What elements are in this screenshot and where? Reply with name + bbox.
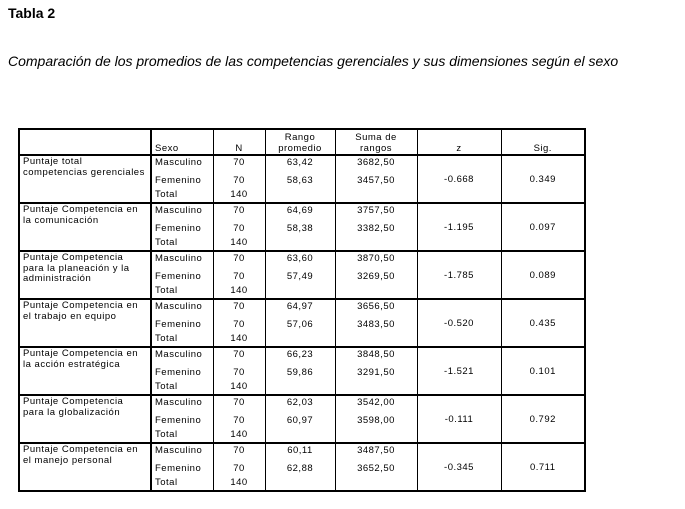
results-table <box>18 128 586 492</box>
suma-rangos-value: 3291,50 <box>357 367 395 378</box>
rango-promedio-value: 60,97 <box>286 415 314 426</box>
sig-value: 0.711 <box>529 461 556 473</box>
z-cell <box>417 251 501 299</box>
rango-promedio-value: 64,69 <box>286 205 314 216</box>
header-sexo: Sexo <box>151 129 213 155</box>
rango-promedio-value: 58,63 <box>286 175 314 186</box>
rango-promedio-value: 59,86 <box>286 367 314 378</box>
n-lines <box>214 444 265 490</box>
rango-promedio-value: 57,49 <box>286 271 314 282</box>
suma-rangos-lines <box>336 348 417 394</box>
row-label: Puntaje Competencia en la acción estratégica <box>23 348 139 370</box>
rango-promedio-value <box>266 284 335 298</box>
suma-rangos-value: 3269,50 <box>357 271 395 282</box>
rango-promedio-value: 62,88 <box>286 463 314 474</box>
n-value: 70 <box>233 349 245 360</box>
rango-promedio-lines <box>266 348 335 394</box>
sexo-cell <box>151 299 213 347</box>
sexo-value: Masculino <box>155 205 203 216</box>
suma-rangos-value: 3848,50 <box>357 349 395 360</box>
table-row <box>19 395 585 443</box>
n-lines <box>214 396 265 442</box>
suma-rangos-value: 3457,50 <box>357 175 395 186</box>
rango-promedio-value: 64,97 <box>286 301 314 312</box>
n-value: 140 <box>230 189 248 200</box>
n-value: 70 <box>233 463 245 474</box>
row-label-cell <box>19 155 151 203</box>
sig-cell <box>501 251 585 299</box>
sexo-value: Masculino <box>155 157 203 168</box>
rango-promedio-cell <box>265 203 335 251</box>
z-cell <box>417 203 501 251</box>
n-lines <box>214 204 265 250</box>
sexo-value: Total <box>155 333 178 344</box>
z-value: -0.520 <box>444 317 474 329</box>
z-cell <box>417 299 501 347</box>
header-suma-rangos <box>335 129 417 155</box>
row-label: Puntaje total competencias gerenciales <box>23 156 145 178</box>
table-row <box>19 203 585 251</box>
sig-cell <box>501 443 585 491</box>
table-row <box>19 299 585 347</box>
rango-promedio-value <box>266 236 335 250</box>
table-row <box>19 443 585 491</box>
z-value: -0.345 <box>444 461 474 473</box>
suma-rangos-value: 3598,00 <box>357 415 395 426</box>
n-value: 70 <box>233 253 245 264</box>
sig-value: 0.101 <box>529 365 556 377</box>
z-cell <box>417 395 501 443</box>
n-value: 70 <box>233 271 245 282</box>
suma-rangos-value <box>336 284 417 298</box>
n-cell <box>213 203 265 251</box>
n-cell <box>213 299 265 347</box>
n-lines <box>214 348 265 394</box>
n-value: 70 <box>233 445 245 456</box>
sexo-value: Masculino <box>155 445 203 456</box>
sexo-value: Total <box>155 237 178 248</box>
sig-cell <box>501 299 585 347</box>
n-cell <box>213 395 265 443</box>
sexo-value: Femenino <box>155 271 202 282</box>
sig-value: 0.792 <box>529 413 556 425</box>
sexo-value: Total <box>155 477 178 488</box>
suma-rangos-cell <box>335 155 417 203</box>
rango-promedio-lines <box>266 204 335 250</box>
sig-value: 0.089 <box>529 269 556 281</box>
n-value: 140 <box>230 237 248 248</box>
suma-rangos-lines <box>336 396 417 442</box>
sexo-cell <box>151 251 213 299</box>
rango-promedio-cell <box>265 347 335 395</box>
z-value: -1.521 <box>444 365 474 377</box>
sexo-lines <box>155 252 213 298</box>
rango-promedio-value: 63,60 <box>286 253 314 264</box>
z-value: -0.668 <box>444 173 474 185</box>
suma-rangos-value <box>336 332 417 346</box>
sexo-lines <box>155 204 213 250</box>
rango-promedio-lines <box>266 156 335 202</box>
row-label-cell <box>19 251 151 299</box>
n-value: 70 <box>233 175 245 186</box>
row-label-cell <box>19 299 151 347</box>
row-label-cell <box>19 395 151 443</box>
n-value: 140 <box>230 333 248 344</box>
sexo-value: Total <box>155 285 178 296</box>
n-value: 140 <box>230 285 248 296</box>
z-value: -0.111 <box>444 413 474 425</box>
suma-rangos-lines <box>336 156 417 202</box>
sig-cell <box>501 203 585 251</box>
n-value: 70 <box>233 205 245 216</box>
n-value: 70 <box>233 319 245 330</box>
suma-rangos-value: 3487,50 <box>357 445 395 456</box>
sig-value: 0.435 <box>529 317 556 329</box>
z-cell <box>417 155 501 203</box>
sexo-lines <box>155 444 213 490</box>
header-suma-line2: rangos <box>359 143 393 154</box>
sig-cell <box>501 155 585 203</box>
suma-rangos-cell <box>335 395 417 443</box>
suma-rangos-value: 3656,50 <box>357 301 395 312</box>
suma-rangos-cell <box>335 443 417 491</box>
sexo-value: Femenino <box>155 175 202 186</box>
rango-promedio-cell <box>265 443 335 491</box>
rango-promedio-lines <box>266 396 335 442</box>
sexo-cell <box>151 395 213 443</box>
table-row <box>19 251 585 299</box>
z-value: -1.195 <box>444 221 474 233</box>
sexo-cell <box>151 347 213 395</box>
suma-rangos-lines <box>336 300 417 346</box>
sexo-lines <box>155 396 213 442</box>
suma-rangos-lines <box>336 204 417 250</box>
rango-promedio-cell <box>265 155 335 203</box>
z-cell <box>417 443 501 491</box>
rango-promedio-value <box>266 188 335 202</box>
suma-rangos-value <box>336 188 417 202</box>
suma-rangos-cell <box>335 299 417 347</box>
rango-promedio-value: 62,03 <box>286 397 314 408</box>
z-value: -1.785 <box>444 269 474 281</box>
suma-rangos-value: 3652,50 <box>357 463 395 474</box>
sig-cell <box>501 395 585 443</box>
sexo-value: Femenino <box>155 319 202 330</box>
rango-promedio-value: 66,23 <box>286 349 314 360</box>
n-value: 140 <box>230 381 248 392</box>
rango-promedio-value: 58,38 <box>286 223 314 234</box>
row-label: Puntaje Competencia para la planeación y la administración <box>23 252 130 284</box>
header-empty-cell <box>19 129 151 155</box>
suma-rangos-lines <box>336 444 417 490</box>
suma-rangos-cell <box>335 203 417 251</box>
n-value: 70 <box>233 397 245 408</box>
sig-value: 0.097 <box>529 221 556 233</box>
header-rango-line1: Rango <box>284 132 316 143</box>
sexo-value: Total <box>155 381 178 392</box>
rango-promedio-value <box>266 476 335 490</box>
sexo-lines <box>155 156 213 202</box>
suma-rangos-value <box>336 236 417 250</box>
sexo-value: Masculino <box>155 349 203 360</box>
sexo-cell <box>151 443 213 491</box>
sexo-value: Femenino <box>155 367 202 378</box>
row-label-cell <box>19 443 151 491</box>
row-label: Puntaje Competencia en el manejo personal <box>23 444 139 466</box>
table-header-row <box>19 129 585 155</box>
suma-rangos-lines <box>336 252 417 298</box>
header-sig: Sig. <box>501 129 585 155</box>
rango-promedio-lines <box>266 444 335 490</box>
sexo-value: Femenino <box>155 463 202 474</box>
n-lines <box>214 300 265 346</box>
header-z: z <box>417 129 501 155</box>
n-value: 70 <box>233 301 245 312</box>
suma-rangos-value: 3382,50 <box>357 223 395 234</box>
sig-value: 0.349 <box>529 173 556 185</box>
n-lines <box>214 156 265 202</box>
suma-rangos-value <box>336 380 417 394</box>
rango-promedio-lines <box>266 300 335 346</box>
suma-rangos-cell <box>335 251 417 299</box>
row-label: Puntaje Competencia en la comunicación <box>23 204 139 226</box>
table-row <box>19 155 585 203</box>
sexo-value: Masculino <box>155 397 203 408</box>
n-cell <box>213 443 265 491</box>
header-rango-line2: promedio <box>278 143 322 154</box>
n-cell <box>213 155 265 203</box>
sexo-value: Masculino <box>155 301 203 312</box>
row-label: Puntaje Competencia para la globalización <box>23 396 124 418</box>
suma-rangos-value <box>336 428 417 442</box>
sexo-value: Total <box>155 189 178 200</box>
n-value: 140 <box>230 429 248 440</box>
rango-promedio-value: 57,06 <box>286 319 314 330</box>
rango-promedio-lines <box>266 252 335 298</box>
suma-rangos-cell <box>335 347 417 395</box>
rango-promedio-cell <box>265 395 335 443</box>
results-table-container <box>18 128 586 492</box>
table-caption: Comparación de los promedios de las competencias gerenciales y sus dimensiones según el sexo <box>8 53 619 69</box>
n-value: 70 <box>233 223 245 234</box>
rango-promedio-value <box>266 332 335 346</box>
table-body <box>19 155 585 491</box>
suma-rangos-value: 3682,50 <box>357 157 395 168</box>
suma-rangos-value <box>336 476 417 490</box>
rango-promedio-cell <box>265 299 335 347</box>
row-label-cell <box>19 347 151 395</box>
rango-promedio-value: 60,11 <box>287 445 313 456</box>
n-value: 70 <box>233 157 245 168</box>
suma-rangos-value: 3483,50 <box>357 319 395 330</box>
suma-rangos-value: 3542,00 <box>357 397 395 408</box>
suma-rangos-value: 3757,50 <box>357 205 395 216</box>
suma-rangos-value: 3870,50 <box>357 253 395 264</box>
n-value: 70 <box>233 367 245 378</box>
sexo-value: Femenino <box>155 223 202 234</box>
header-n: N <box>213 129 265 155</box>
n-value: 140 <box>230 477 248 488</box>
sig-cell <box>501 347 585 395</box>
n-cell <box>213 347 265 395</box>
table-row <box>19 347 585 395</box>
sexo-lines <box>155 300 213 346</box>
rango-promedio-value <box>266 428 335 442</box>
header-rango-promedio <box>265 129 335 155</box>
sexo-cell <box>151 203 213 251</box>
n-value: 70 <box>233 415 245 426</box>
sexo-value: Femenino <box>155 415 202 426</box>
rango-promedio-value: 63,42 <box>286 157 314 168</box>
row-label-cell <box>19 203 151 251</box>
header-suma-line1: Suma de <box>355 132 397 143</box>
rango-promedio-cell <box>265 251 335 299</box>
n-cell <box>213 251 265 299</box>
sexo-cell <box>151 155 213 203</box>
row-label: Puntaje Competencia en el trabajo en equipo <box>23 300 139 322</box>
sexo-value: Total <box>155 429 178 440</box>
z-cell <box>417 347 501 395</box>
n-lines <box>214 252 265 298</box>
rango-promedio-value <box>266 380 335 394</box>
sexo-value: Masculino <box>155 253 203 264</box>
table-number-title: Tabla 2 <box>8 5 56 21</box>
sexo-lines <box>155 348 213 394</box>
